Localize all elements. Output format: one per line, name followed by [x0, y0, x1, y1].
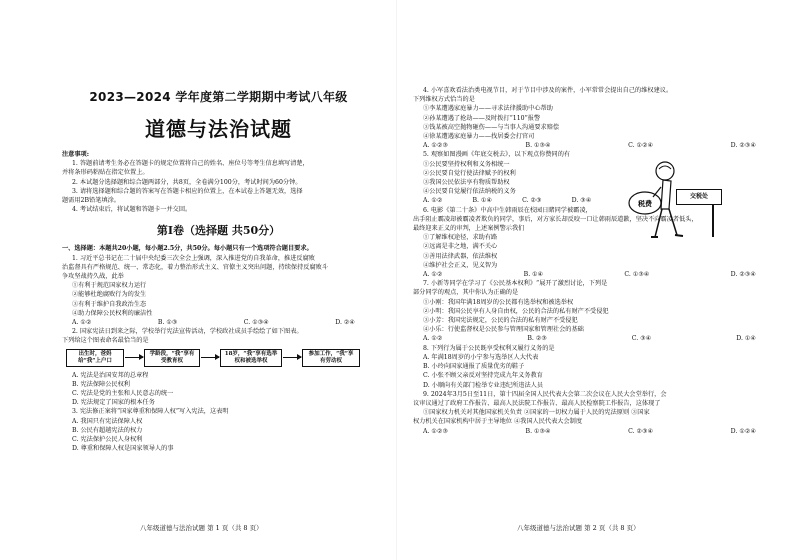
- cartoon-body: [661, 180, 671, 209]
- page-footer: 八年级道德与法治试题 第 2 页（共 8 页）: [517, 524, 640, 532]
- flow-arrow-icon: [201, 357, 219, 358]
- q6-option: ④维护社会正义，见义智为: [423, 261, 498, 269]
- q4-option: ②孙某遭遇了抢劫——及时拨打“110”报警: [423, 114, 541, 122]
- q4-option: ①李某遭遇家庭暴力——寻求法律援助中心帮助: [423, 105, 553, 113]
- q8-option: D. 小顺向有关部门检举专业违纪所违法人员: [423, 381, 544, 389]
- choice-d: D. ②④: [335, 319, 355, 327]
- q8-option: B. 小玲向国家通报了质量优劣的鞋子: [423, 363, 525, 371]
- choice-a: A. ①②: [72, 319, 92, 327]
- q7-option: ③小芳：我国宪法规定，公民的合法的私有财产不受侵犯: [423, 317, 578, 325]
- q6-option: ②远离是非之地，满不关心: [423, 243, 498, 251]
- choice-a: A. ①②: [423, 197, 443, 205]
- q1-option: ①有利于规范国家权力运行: [72, 282, 147, 290]
- section-title: 第Ⅰ卷（选择题 共50分）: [156, 224, 281, 238]
- q2-option: C. 宪法是党的主张和人民意志的统一: [72, 390, 174, 398]
- q5-option: ④公民要自觉履行依法纳税的义务: [423, 188, 516, 196]
- question-4-line: 4. 小军喜欢看法治类电视节目，对于节目中涉及的案件，小军常常会提出自己的维权建议。: [423, 87, 673, 94]
- choice-d: D. ②③④: [730, 271, 756, 279]
- q7-option: ①小刚：我国年满18周岁的公民都有选举权和被选举权: [423, 298, 574, 306]
- choice-c: C. ②③: [522, 197, 542, 205]
- note-line: 题需用2B铅笔填涂。: [62, 197, 120, 205]
- choice-b: B. ①③: [157, 319, 178, 327]
- notes-title: 注意事项:: [62, 151, 90, 158]
- q2-option: D. 宪法规定了国家的根本任务: [72, 399, 155, 407]
- q4-choices: [413, 141, 776, 150]
- choice-c: C. ①②④: [628, 142, 654, 150]
- choice-d: D. ①④: [736, 335, 756, 343]
- q9-option: ①国家权力机关对其他国家机关负责 ②国家的一切权力属于人民的宪法原则 ③国家: [423, 409, 650, 417]
- q5-option: ①公民要坚持权利和义务相统一: [423, 160, 510, 168]
- note-line: 1. 答题前请考生务必在答题卡的规定位置将自己的姓名、座位号等考生信息填写清楚，: [72, 160, 309, 168]
- q2-option: A. 宪法是治国安邦的总章程: [72, 371, 149, 379]
- question-2-line: 2. 国家宪法日到来之际，学校举行宪法宣传活动，学校政社成员手绘绘了如下图表。: [72, 328, 303, 336]
- q3-option: C. 宪法保护公民人身权利: [72, 436, 143, 444]
- flow-step: 学龄段，“我”享有受教育权: [144, 349, 200, 367]
- question-2-line: 下列给这个图表命名最恰当的是: [62, 337, 149, 345]
- q1-option: ④助力保障公民权利的廉洁性: [72, 309, 153, 317]
- part-head: 一、选择题：本题共20小题，每小题2.5分，共50分。每小题只有一个选项符合题目要求。: [62, 245, 313, 253]
- q4-option: ④徐某遭遇家庭暴力——找居委会打官司: [423, 133, 535, 141]
- q8-option: C. 小张不顾父亲反对坚持完成九年义务教育: [423, 372, 543, 380]
- q5-option: ③我国公民依法享有物质帮助权: [423, 179, 510, 187]
- question-9-line: 9. 2024年3月5日至11日，第十四届全国人民代表大会第二次会议在人民大会堂举行，会: [423, 390, 667, 398]
- q5-option: ②公民要自觉行使法律赋予的权利: [423, 169, 516, 177]
- choice-a: A. ①②: [423, 271, 443, 279]
- question-6-line: 6. 电影《第二十条》中高中生韩雨辰在校园日睹同学被霸凌，: [423, 206, 592, 214]
- q6-choices: [413, 270, 776, 279]
- choice-d: D. ③④: [571, 197, 592, 205]
- choice-b: B. ①④: [472, 197, 493, 205]
- q1-choices: [62, 318, 375, 327]
- q6-option: ①了解维权途径，求助有路: [423, 234, 498, 242]
- choice-b: B. ②③: [527, 335, 547, 343]
- flow-step: 18岁，“我”享有选举权和被选举权: [220, 349, 282, 367]
- bag-label: 税费: [638, 200, 652, 208]
- q8-option: A. 年满18周岁的小宁参与选举区人大代表: [423, 353, 539, 361]
- choice-d: D. ①②④: [730, 427, 756, 435]
- signpost-pole: [712, 203, 714, 237]
- q7-choices: [413, 334, 776, 343]
- choice-a: A. ①②③: [423, 142, 449, 150]
- cartoon-legs: [655, 209, 677, 237]
- question-6-line: 出手阻止霸凌却被霸凌者欺负的同学，事后，对方家长却反咬一口让韩雨辰道歉，坚决不向霸凌者低头，: [413, 215, 698, 223]
- choice-c: C. ③④: [631, 335, 652, 343]
- question-4-line: 下列维权方式恰当的是: [413, 96, 475, 104]
- rights-flowchart: [66, 349, 375, 367]
- note-line: 2. 本试题分选择题和综合题两部分，共8页，全卷满分100分，考试时间为60分钟。: [72, 178, 302, 186]
- right-page: [397, 0, 794, 560]
- q3-option: B. 公民有超越宪法的权力: [72, 426, 143, 434]
- q2-option: B. 宪法保障公民权利: [72, 380, 130, 388]
- q9-choices: [413, 427, 776, 436]
- flow-step: 参加工作，“我”享有劳动权: [302, 349, 360, 367]
- choice-a: A. ①②: [423, 335, 443, 343]
- choice-c: C. ②③④: [628, 427, 654, 435]
- flow-step: 出生时，爸妈给“我”上户口: [66, 349, 124, 367]
- q9-option: 权力机关在国家机构中居于主导地位 ④我国人民代表大会制度: [413, 418, 583, 426]
- choice-b: B. ①③④: [525, 427, 551, 435]
- note-line: 4. 考试结束后，将试题和答题卡一并交回。: [72, 206, 192, 214]
- question-7-line: 7. 小新等同学在学习了《公民基本权利》“展开了激烈讨论，下列是: [423, 280, 608, 288]
- q4-option: ③钱某被高空抛物砸伤——与当事人沟通要求赔偿: [423, 123, 560, 131]
- q7-option: ②小明：我国公民享有人身自由权，公民的合法的私有财产不受侵犯: [423, 307, 609, 315]
- q3-option: A. 我国只有宪法保障人权: [72, 417, 143, 425]
- choice-c: C. ①③④: [624, 271, 650, 279]
- flow-arrow-icon: [125, 357, 143, 358]
- note-line: 3. 请将选择题和综合题的答案写在答题卡相应的位置上，在本试卷上答题无效，选择: [72, 187, 303, 195]
- q1-option: ③有利于维护自我政治生态: [72, 300, 147, 308]
- question-1-line: 1. 习近平总书记在二十届中央纪委三次全会上强调，深入推进党的自我革命，推进反腐败: [72, 254, 315, 262]
- q1-option: ②能够杜绝腐败行为的发生: [72, 291, 147, 299]
- choice-b: B. ①④: [523, 271, 544, 279]
- question-9-line: 议审议通过了政府工作报告、最高人民法院工作报告、最高人民检察院工作报告，这体现了: [413, 399, 661, 407]
- q7-option: ④小乐：行使监督权是公民参与管理国家和管理社会的基础: [423, 326, 584, 334]
- exam-header: 2023—2024 学年度第二学期期中考试八年级: [89, 90, 348, 104]
- choice-c: C. ①③④: [243, 319, 269, 327]
- question-6-line: 最终迎来正义的审判，上述案例警示我们: [413, 225, 525, 233]
- flow-arrow-icon: [283, 357, 301, 358]
- question-3-line: 3. 宪法修正案将“国家尊重和保障人权”写入宪法，这表明: [72, 408, 229, 416]
- choice-b: B. ①③④: [525, 142, 551, 150]
- question-1-line: 治监督具有严格规范、统一、常态化，着力整治形式主义、官僚主义突出问题，持续保持反腐败斗: [62, 263, 329, 271]
- question-8-line: 8. 下列行为属于公民既享受权利又履行义务的是: [423, 344, 555, 352]
- page-footer: 八年级道德与法治试题 第 1 页（共 8 页）: [140, 524, 263, 532]
- note-line: 并将条形码粘贴在指定位置上。: [62, 169, 149, 177]
- q6-option: ③善用法律武器，依法维权: [423, 252, 498, 260]
- question-5-line: 5. 观察如图漫画《年底交税去》，以下观点你赞同的有: [423, 151, 571, 159]
- question-7-line: 部分同学的观点，其中你认为正确的是: [413, 289, 519, 297]
- choice-d: D. ②③④: [730, 142, 756, 150]
- cartoon-head: [656, 162, 674, 180]
- tax-office-sign: 交税处: [676, 189, 722, 205]
- q3-option: D. 尊重和保障人权是国家领导人的事: [72, 445, 174, 453]
- exam-title: 道德与法治试题: [145, 117, 292, 141]
- choice-a: A. ①②③: [423, 427, 449, 435]
- question-1-line: 争攻坚战持久战，此举: [62, 273, 124, 281]
